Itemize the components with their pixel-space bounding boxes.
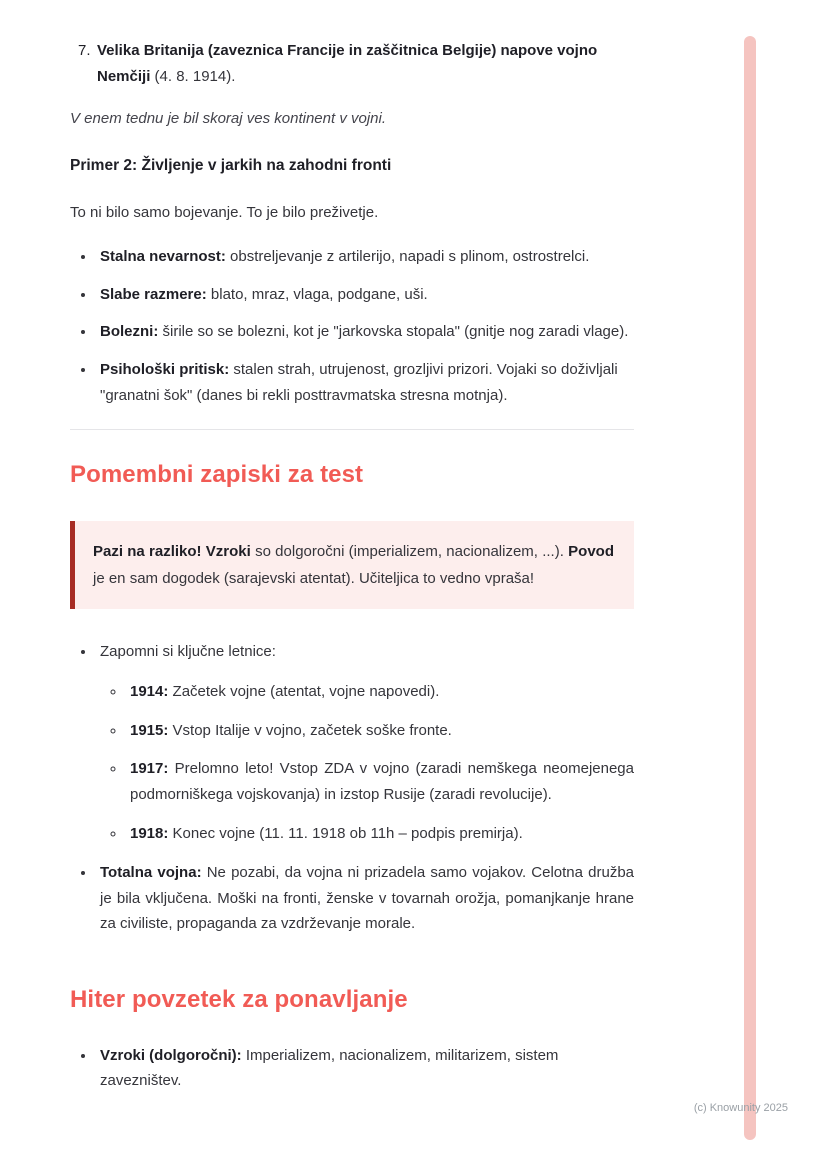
primer2-intro: To ni bilo samo bojevanje. To je bilo preživetje. [70, 204, 379, 222]
document-content [70, 38, 634, 1106]
list-item [96, 244, 634, 270]
bold-text: Stalna nevarnost: [100, 247, 226, 265]
regular-text: Prelomno leto! Vstop ZDA v vojno (zaradi nemškega neomejenega podmorniškega vojskovanja) in izstop Rusije (zaradi revolucije). [130, 760, 634, 804]
summary-list [70, 1043, 634, 1095]
regular-text: Vstop Italije v vojno, začetek soške fronte. [168, 721, 452, 739]
trench-conditions-list [70, 244, 634, 409]
regular-text: širile so se bolezni, kot je "jarkovska stopala" (gnitje nog zaradi vlage). [158, 323, 629, 341]
bold-text: 1918: [130, 825, 169, 843]
list-item [126, 821, 634, 847]
warning-callout [70, 521, 634, 609]
section-heading-test-notes: Pomembni zapiski za test [70, 460, 364, 488]
italic-note: V enem tednu je bil skoraj ves kontinent v vojni. [70, 109, 387, 127]
ordered-list-item-7 [70, 38, 634, 90]
list-item-number: 7. [78, 42, 91, 59]
regular-text: Ne pozabi, da vojna ni prizadela samo vojakov. Celotna družba je bila vključena. Moški na fronti, ženske v tovarnah orožja, pomanjkanje hrane za civiliste, propaganda za vzdrževanje morale. [100, 863, 635, 933]
regular-text: blato, mraz, vlaga, podgane, uši. [206, 285, 428, 303]
key-years-sublist [100, 679, 634, 847]
regular-text: Konec vojne (11. 11. 1918 ob 11h – podpis premirja). [168, 825, 523, 843]
list-item-text [97, 38, 634, 90]
section-heading-summary: Hiter povzetek za ponavljanje [70, 986, 408, 1014]
bold-text: Velika Britanija (zaveznica Francije in zaščitnica Belgije) napove vojno Nemčiji [97, 42, 598, 85]
bold-text: Totalna vojna: [100, 863, 202, 881]
list-item [126, 756, 634, 808]
bold-text: Slabe razmere: [100, 285, 207, 303]
bold-text: Povod [568, 543, 614, 561]
regular-text: (4. 8. 1914). [150, 67, 236, 85]
key-notes-list [70, 639, 634, 937]
list-item [96, 1043, 634, 1095]
regular-text: Začetek vojne (atentat, vojne napovedi). [168, 682, 440, 700]
bold-text: Psihološki pritisk: [100, 361, 230, 379]
list-item [96, 639, 634, 847]
list-item [96, 282, 634, 308]
page-edge-bar [744, 36, 756, 1140]
regular-text: stalen strah, utrujenost, grozljivi prizori. Vojaki so doživljali "granatni šok" (danes bi rekli posttravmatska stresna motnja). [100, 361, 618, 405]
regular-text: Imperializem, nacionalizem, militarizem, sistem zavezništev. [100, 1046, 559, 1090]
bold-text: 1917: [130, 760, 169, 778]
regular-text: je en sam dogodek (sarajevski atentat). Učiteljica to vedno vpraša! [93, 570, 535, 588]
regular-text: obstreljevanje z artilerijo, napadi s plinom, ostrostrelci. [225, 247, 590, 265]
bold-text: Vzroki (dolgoročni): [100, 1046, 242, 1064]
list-item [126, 679, 634, 705]
list-item [96, 319, 634, 345]
list-item [126, 718, 634, 744]
regular-text: Zapomni si ključne letnice: [100, 643, 276, 661]
watermark: (c) Knowunity 2025 [693, 1102, 788, 1114]
callout-text [93, 538, 614, 592]
bold-text: 1915: [130, 721, 169, 739]
primer2-heading: Primer 2: Življenje v jarkih na zahodni fronti [70, 157, 392, 175]
list-item [96, 860, 634, 937]
section-divider [70, 429, 634, 430]
bold-text: Bolezni: [100, 323, 159, 341]
bold-text: Pazi na razliko! Vzroki [93, 543, 251, 561]
bold-text: 1914: [130, 682, 169, 700]
list-item [96, 357, 634, 409]
regular-text: so dolgoročni (imperializem, nacionalizem, ...). [250, 543, 569, 561]
